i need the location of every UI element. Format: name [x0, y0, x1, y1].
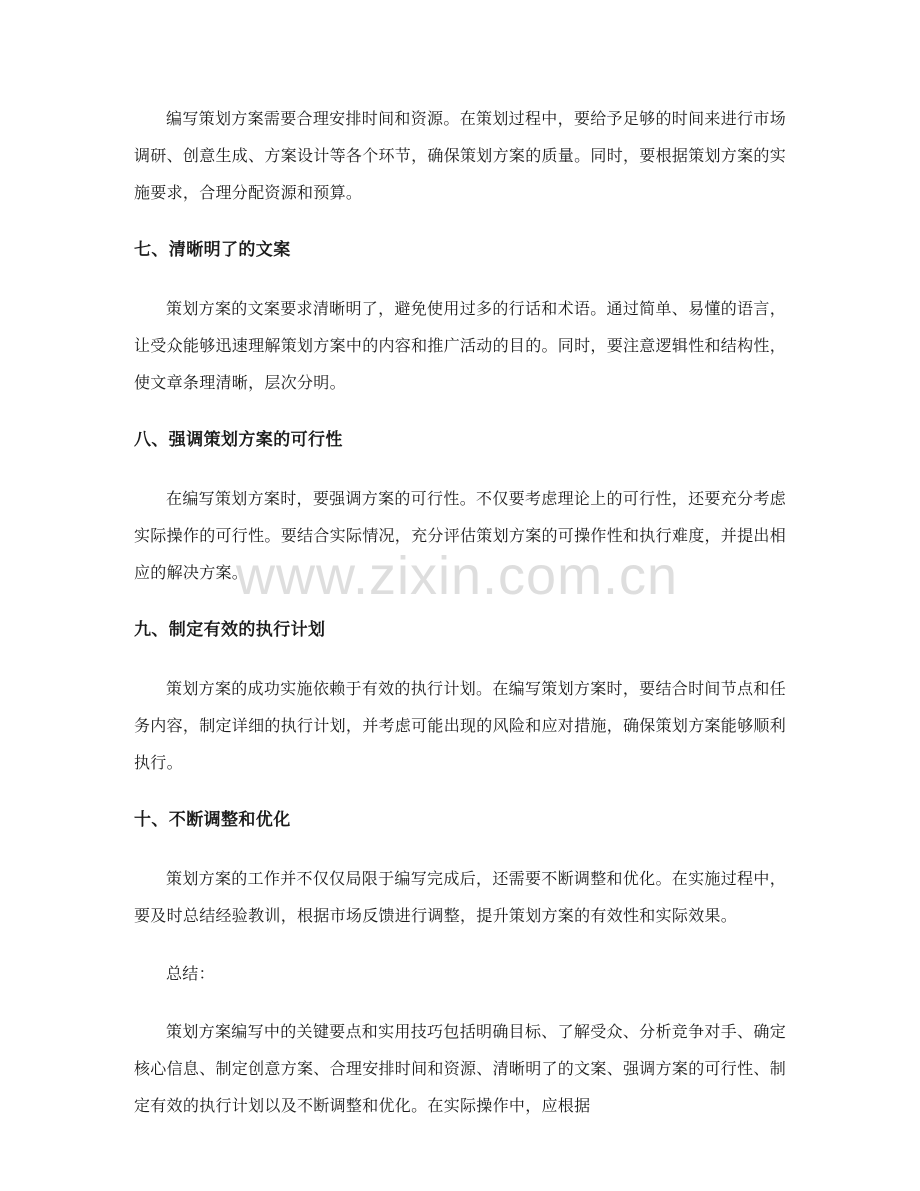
- paragraph-clear-copy: 策划方案的文案要求清晰明了，避免使用过多的行话和术语。通过简单、易懂的语言，让受众能够迅速理解策划方案中的内容和推广活动的目的。同时，要注意逻辑性和结构性，使文章条理清晰，层次分明。: [134, 299, 787, 392]
- paragraph-adjust-optimize: 策划方案的工作并不仅仅局限于编写完成后，还需要不断调整和优化。在实施过程中，要及时总结经验教训，根据市场反馈进行调整，提升策划方案的有效性和实际效果。: [134, 869, 786, 925]
- document-body: [134, 100, 786, 1124]
- paragraph-feasibility: 在编写策划方案时，要强调方案的可行性。不仅要考虑理论上的可行性，还要充分考虑实际操作的可行性。要结合实际情况，充分评估策划方案的可操作性和执行难度，并提出相应的解决方案。: [134, 489, 787, 582]
- paragraph-summary: 策划方案编写中的关键要点和实用技巧包括明确目标、了解受众、分析竞争对手、确定核心信息、制定创意方案、合理安排时间和资源、清晰明了的文案、强调方案的可行性、制定有效的执行计划以及不断调整和优化。在实际操作中，应根据: [134, 1022, 787, 1115]
- heading-section-8: 八、强调策划方案的可行性: [134, 430, 343, 450]
- heading-section-7: 七、清晰明了的文案: [134, 240, 291, 260]
- watermark-text: www.zixin.com.cn: [236, 546, 679, 606]
- heading-section-10: 十、不断调整和优化: [134, 810, 291, 830]
- paragraph-time-resources: 编写策划方案需要合理安排时间和资源。在策划过程中，要给予足够的时间来进行市场调研、创意生成、方案设计等各个环节，确保策划方案的质量。同时，要根据策划方案的实施要求，合理分配资源和预算。: [134, 109, 787, 202]
- summary-label: 总结：: [166, 964, 215, 983]
- paragraph-execution-plan: 策划方案的成功实施依赖于有效的执行计划。在编写策划方案时，要结合时间节点和任务内容，制定详细的执行计划，并考虑可能出现的风险和应对措施，确保策划方案能够顺利执行。: [134, 679, 787, 772]
- heading-section-9: 九、制定有效的执行计划: [134, 620, 326, 640]
